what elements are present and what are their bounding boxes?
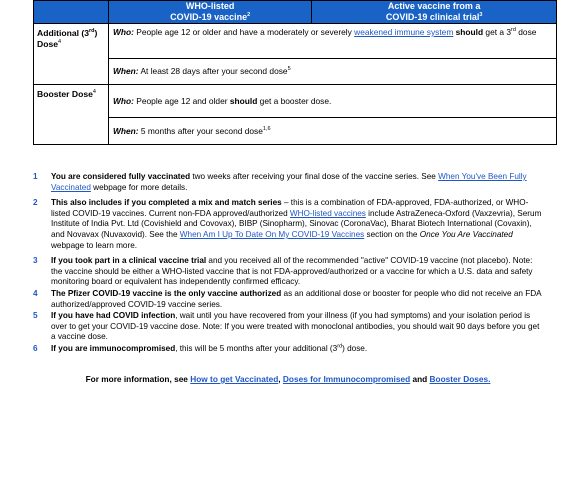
footnote-number: 6 <box>33 343 38 353</box>
footnote-sup: rd <box>337 343 343 350</box>
header-who-listed-footnote: 2 <box>247 12 251 18</box>
vaccine-schedule-table <box>33 0 557 145</box>
row-label-sup: rd <box>89 28 95 35</box>
more-information-footer <box>33 374 543 384</box>
fully-vaccinated-link[interactable]: When You've Been Fully Vaccinated <box>51 172 527 192</box>
footnote-item <box>33 344 543 355</box>
footnote-bold: The Pfizer COVID-19 vaccine is the only vaccine authorized <box>51 288 282 298</box>
who-text: People age 12 and older <box>133 95 230 106</box>
footnote-item <box>33 172 543 193</box>
footnote-number: 1 <box>33 172 38 181</box>
footnote-number: 5 <box>33 311 38 321</box>
when-footnote: 5 <box>287 66 291 73</box>
header-who-listed-line2: COVID-19 vaccine <box>170 12 248 22</box>
row-label-booster-dose <box>34 85 109 145</box>
footnote-text: include AstraZeneca-Oxford (Vaxzevria), Serum Institute of India Pvt. Ltd (Covishield and Covovax), BIBP (Sinopharm), Sinovac (CoronaVac), Bharat Biotech International (Covaxin), and Novavax (Nuvaxovid). See the <box>51 208 542 239</box>
footnote-bold: This also includes if you completed a mix and match series <box>51 198 282 208</box>
row-label-footnote: 4 <box>58 39 62 46</box>
table-row-additional-who <box>34 24 557 59</box>
footnote-text: ) dose. <box>342 343 368 353</box>
footnote-item <box>33 256 543 288</box>
who-listed-vaccines-link[interactable]: WHO-listed vaccines <box>289 208 366 218</box>
footnote-text: as an additional dose or booster for people who did not receive an FDA authorized/approved COVID-19 vaccine series. <box>51 288 542 309</box>
who-text: People age 12 or older and have a moderately or severely <box>133 27 355 37</box>
footnote-text: – this is a combination of FDA-approved, FDA-authorized, or WHO-listed COVID-19 vaccines. Current non-FDA approved/authorized <box>51 198 529 218</box>
footnote-bold: If you took part in a clinical vaccine trial <box>51 256 207 266</box>
footnote-text: , wait until you have recovered from your illness (if you had symptoms) and your isolation period is over to get your COVID-19 vaccine dose. Note: If you were treated with monoclonal antibodies, you should wait 90 days before you get a vaccine dose. <box>51 311 540 342</box>
when-text: 5 months after your second dose <box>138 125 263 136</box>
header-clinical-trial-line1: Active vaccine from a <box>387 1 481 11</box>
footnote-bold: If you are immunocompromised <box>51 343 176 353</box>
who-text: dose <box>515 27 537 37</box>
when-footnote: 1,6 <box>262 125 271 132</box>
how-to-get-vaccinated-link[interactable]: How to get Vaccinated <box>190 374 279 384</box>
row-label-text: Booster Dose <box>37 89 93 99</box>
footnotes-list <box>33 172 543 360</box>
additional-who-cell <box>109 24 557 59</box>
who-label: Who: <box>113 95 134 106</box>
table-header-row <box>34 1 557 24</box>
footer-separator: and <box>410 374 430 384</box>
who-sup: rd <box>511 27 516 34</box>
when-text: At least 28 days after your second dose <box>138 66 288 76</box>
when-label: When: <box>113 66 139 76</box>
booster-who-cell <box>109 85 557 118</box>
footnote-text: section on the <box>364 229 420 239</box>
footnote-text: webpage to learn more. <box>51 240 138 250</box>
who-emphasis: should <box>229 95 258 106</box>
header-who-listed <box>109 1 312 24</box>
additional-when-cell <box>109 59 557 85</box>
footnote-text: and you received all of the recommended "active" COVID-19 vaccine (not placebo). Note: the vaccine should be either a WHO-listed vaccine that is not FDA-approved/authorized or a vaccine for which a U.S. data and safety monitoring board or equivalent has independently confirmed efficacy. <box>51 256 533 287</box>
booster-when-cell <box>109 118 557 145</box>
table-row-booster-who <box>34 85 557 118</box>
footnote-italic: Once You Are Vaccinated <box>419 229 513 239</box>
footnote-bold: If you have had COVID infection <box>51 311 176 321</box>
footer-separator: , <box>278 374 283 384</box>
who-emphasis: should <box>455 27 484 37</box>
footnote-bold: You are considered fully vaccinated <box>51 172 191 181</box>
who-text: get a booster dose. <box>257 95 332 106</box>
footnote-text: webpage for more details. <box>90 182 188 192</box>
row-label-text: ) <box>94 28 98 38</box>
row-label-text: Dose <box>37 39 59 49</box>
header-clinical-trial <box>312 1 557 24</box>
row-label-additional-dose <box>34 24 109 85</box>
footnote-item <box>33 198 543 251</box>
booster-doses-link[interactable]: Booster Doses. <box>429 374 491 384</box>
row-label-text: Additional (3 <box>37 28 90 38</box>
weakened-immune-system-link[interactable]: weakened immune system <box>354 27 454 37</box>
footnote-text: , this will be 5 months after your additional (3 <box>175 343 338 353</box>
when-label: When: <box>113 125 139 136</box>
header-who-listed-line1: WHO-listed <box>185 1 235 11</box>
header-blank-cell <box>34 1 109 24</box>
footnote-item <box>33 289 543 310</box>
up-to-date-link[interactable]: When Am I Up To Date On My COVID-19 Vaccines <box>179 229 365 239</box>
header-clinical-trial-footnote: 3 <box>479 12 483 18</box>
footnote-number: 4 <box>33 288 38 298</box>
row-label-footnote: 4 <box>92 89 96 96</box>
footer-text: For more information, see <box>85 374 191 384</box>
footnote-text: two weeks after receiving your final dose of the vaccine series. See <box>190 172 439 181</box>
header-clinical-trial-line2: COVID-19 clinical trial <box>385 12 480 22</box>
who-text: get a 3 <box>483 27 512 37</box>
doses-for-immunocompromised-link[interactable]: Doses for Immunocompromised <box>282 374 411 384</box>
who-label: Who: <box>113 27 134 37</box>
footnote-item <box>33 311 543 343</box>
footnote-number: 2 <box>33 198 38 208</box>
table-row-booster-when <box>34 118 557 145</box>
footnote-number: 3 <box>33 256 38 266</box>
table-row-additional-when <box>34 59 557 85</box>
